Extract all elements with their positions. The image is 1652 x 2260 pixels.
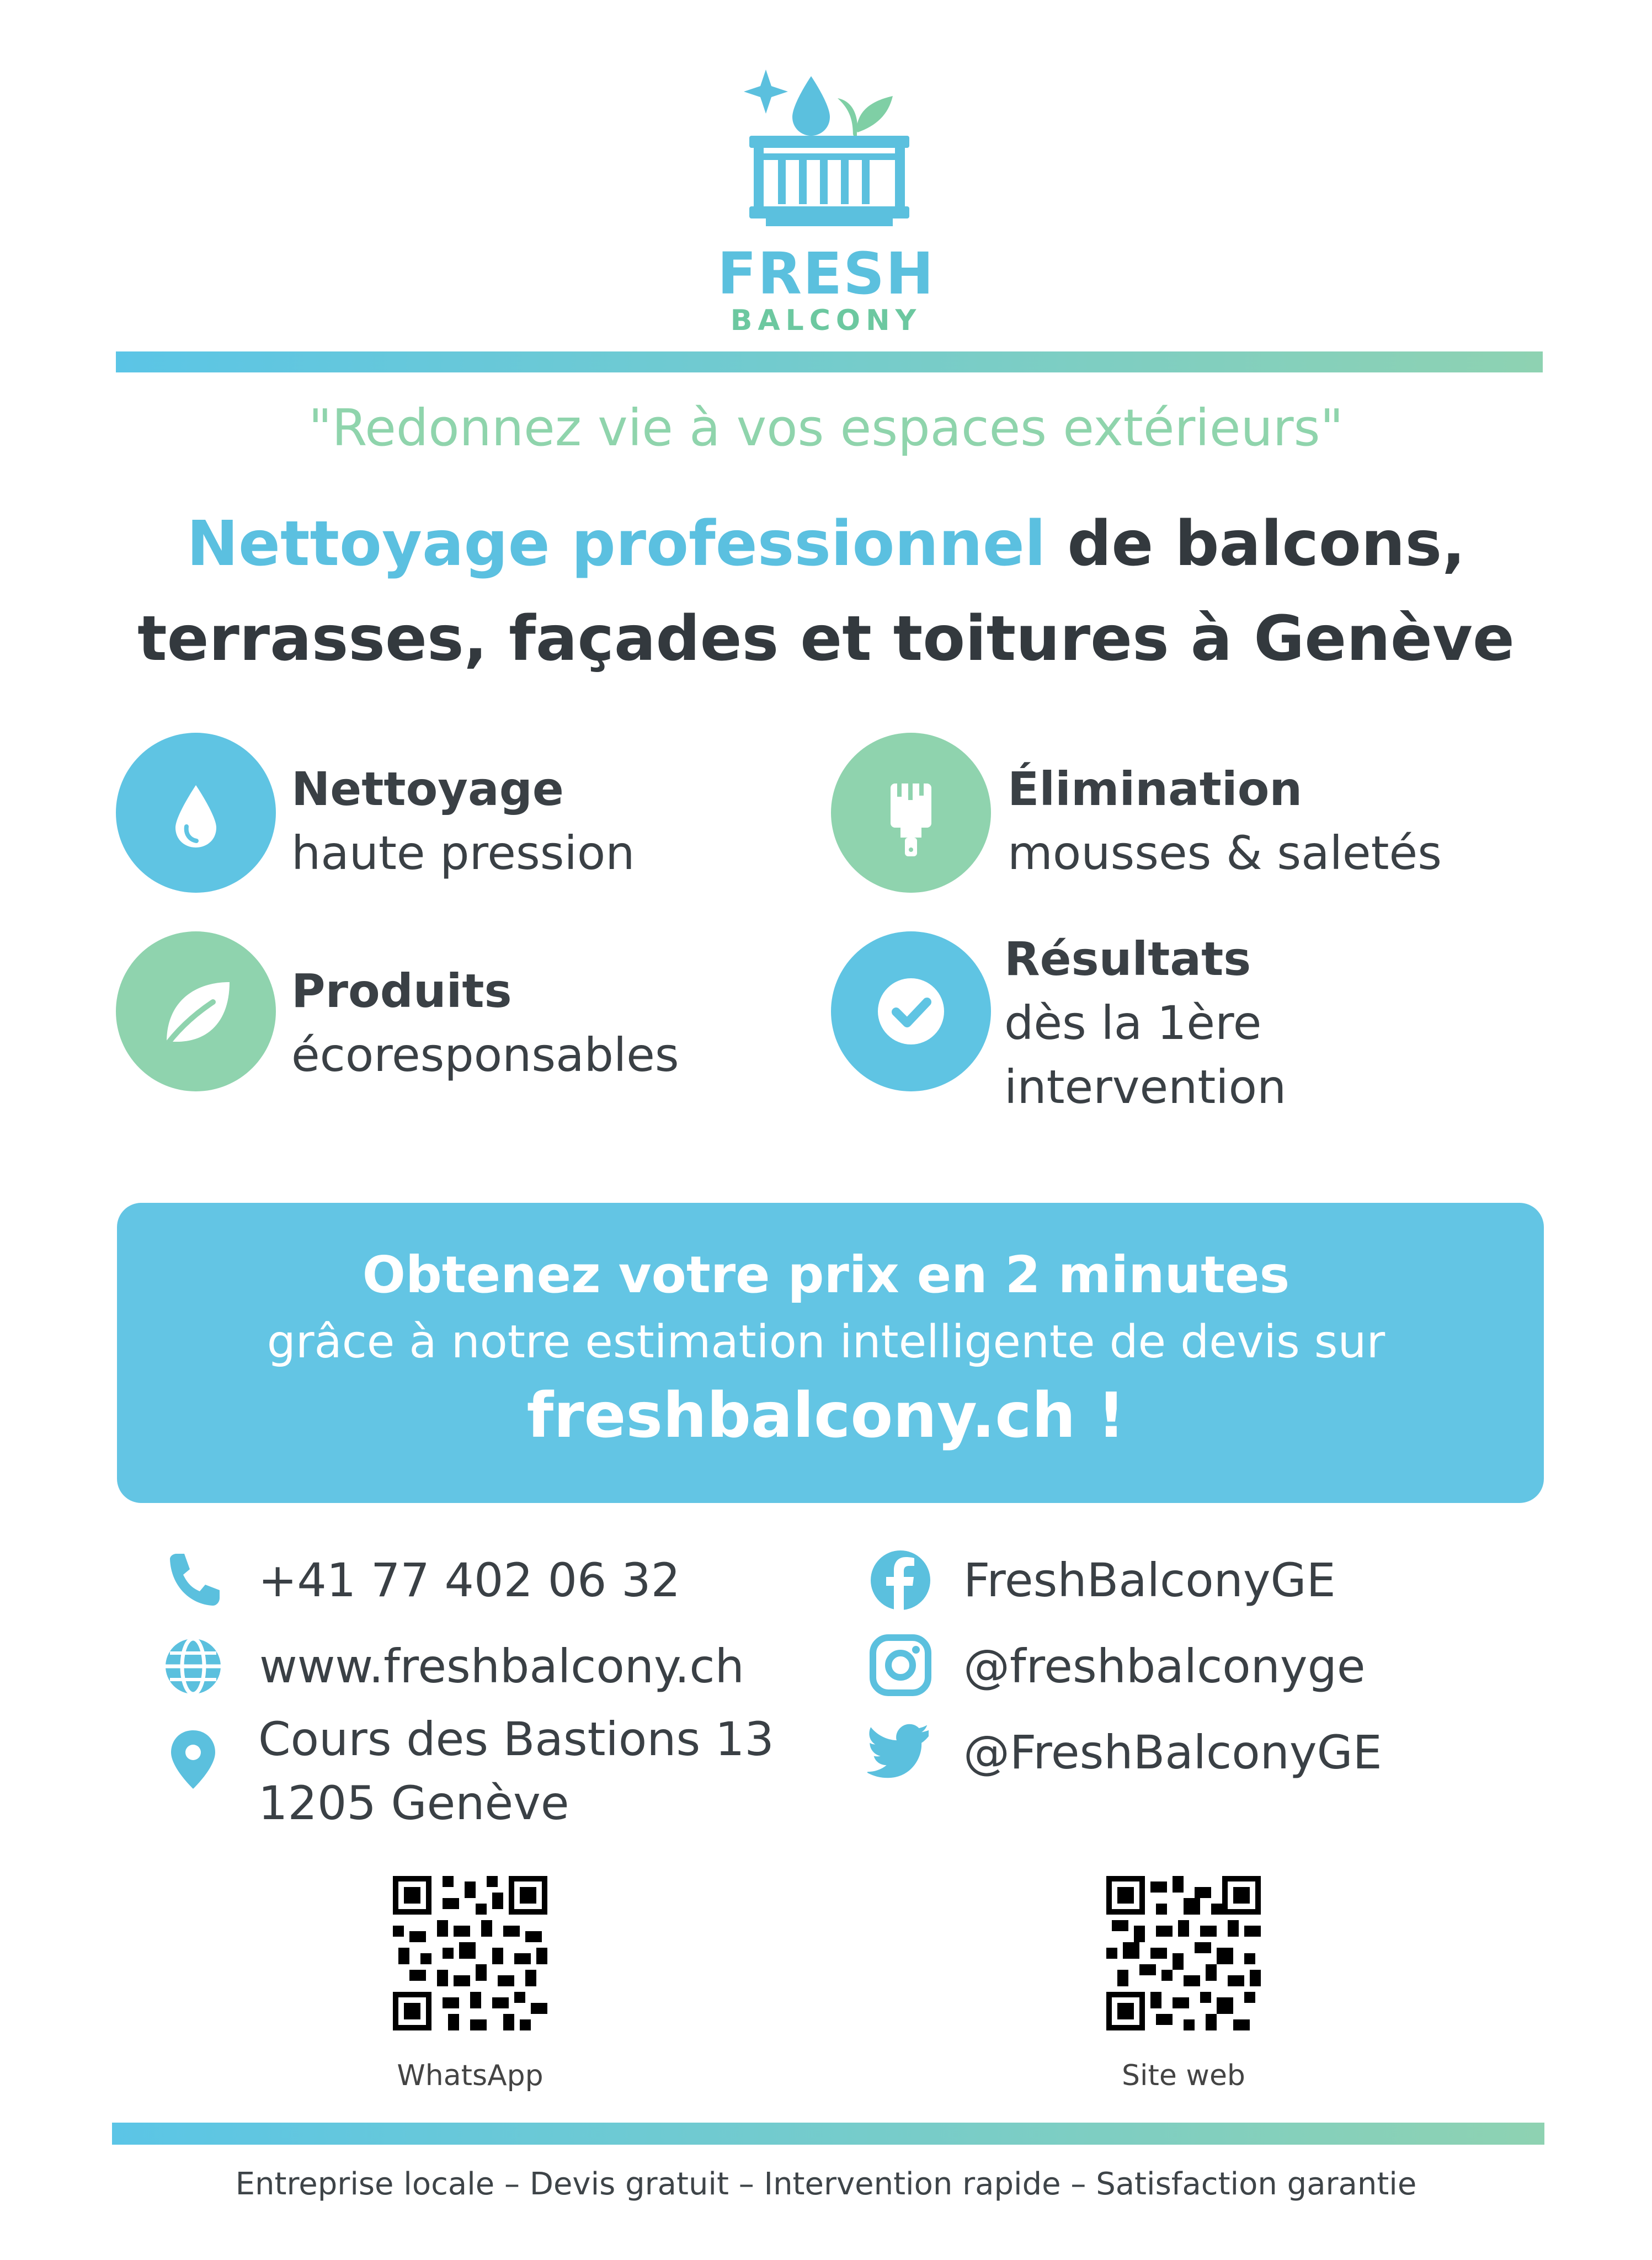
location-pin-icon bbox=[160, 1726, 226, 1792]
website-qr-code[interactable] bbox=[1106, 1876, 1261, 2030]
feature-title-elimination: Élimination bbox=[1008, 762, 1303, 816]
phone-number[interactable]: +41 77 402 06 32 bbox=[258, 1553, 681, 1607]
headline-rest: de balcons, bbox=[1046, 508, 1466, 580]
feature-subtitle-mousses: mousses & saletés bbox=[1008, 826, 1442, 880]
phone-icon bbox=[160, 1547, 226, 1613]
cta-heading: Obtenez votre prix en 2 minutes bbox=[362, 1245, 1290, 1304]
whatsapp-qr-label: WhatsApp bbox=[397, 2059, 543, 2092]
whatsapp-qr-code[interactable] bbox=[393, 1876, 547, 2030]
feature-title-nettoyage: Nettoyage bbox=[291, 762, 564, 816]
feature-subtitle-resultats-1: dès la 1ère bbox=[1004, 996, 1262, 1050]
bottom-gradient-divider bbox=[112, 2123, 1544, 2145]
website-link[interactable]: www.freshbalcony.ch bbox=[259, 1639, 744, 1693]
twitter-icon[interactable] bbox=[867, 1719, 934, 1785]
check-circle-icon bbox=[831, 931, 991, 1091]
feature-title-resultats: Résultats bbox=[1004, 932, 1251, 986]
headline-line2: terrasses, façades et toitures à Genève bbox=[137, 603, 1515, 675]
water-drop-icon bbox=[116, 733, 276, 893]
feature-subtitle-eco: écoresponsables bbox=[291, 1028, 679, 1082]
address-line-1: Cours des Bastions 13 bbox=[258, 1712, 774, 1766]
twitter-handle[interactable]: @FreshBalconyGE bbox=[963, 1725, 1382, 1779]
brand-name-fresh: FRESH bbox=[717, 240, 935, 307]
feature-subtitle-pression: haute pression bbox=[291, 826, 635, 880]
instagram-handle[interactable]: @freshbalconyge bbox=[963, 1639, 1366, 1693]
instagram-icon[interactable] bbox=[867, 1632, 934, 1698]
address-line-2: 1205 Genève bbox=[258, 1776, 569, 1830]
website-qr-label: Site web bbox=[1122, 2059, 1245, 2092]
feature-subtitle-resultats-2: intervention bbox=[1004, 1060, 1287, 1114]
brush-icon bbox=[831, 733, 991, 893]
footer-tagline: Entreprise locale – Devis gratuit – Intervention rapide – Satisfaction garantie bbox=[235, 2166, 1417, 2202]
top-gradient-divider bbox=[116, 351, 1543, 372]
facebook-icon[interactable] bbox=[867, 1547, 934, 1613]
cta-website-link[interactable]: freshbalcony.ch ! bbox=[526, 1380, 1126, 1452]
facebook-handle[interactable]: FreshBalconyGE bbox=[963, 1553, 1336, 1607]
leaf-icon bbox=[116, 931, 276, 1091]
cta-subtext: grâce à notre estimation intelligente de devis sur bbox=[267, 1316, 1385, 1368]
headline bbox=[0, 497, 1652, 686]
tagline: "Redonnez vie à vos espaces extérieurs" bbox=[308, 398, 1344, 457]
globe-icon bbox=[160, 1633, 226, 1699]
headline-highlight: Nettoyage professionnel bbox=[186, 508, 1046, 580]
balcony-logo-icon bbox=[727, 60, 926, 236]
feature-title-produits: Produits bbox=[291, 964, 512, 1018]
brand-name-balcony: BALCONY bbox=[730, 304, 922, 337]
